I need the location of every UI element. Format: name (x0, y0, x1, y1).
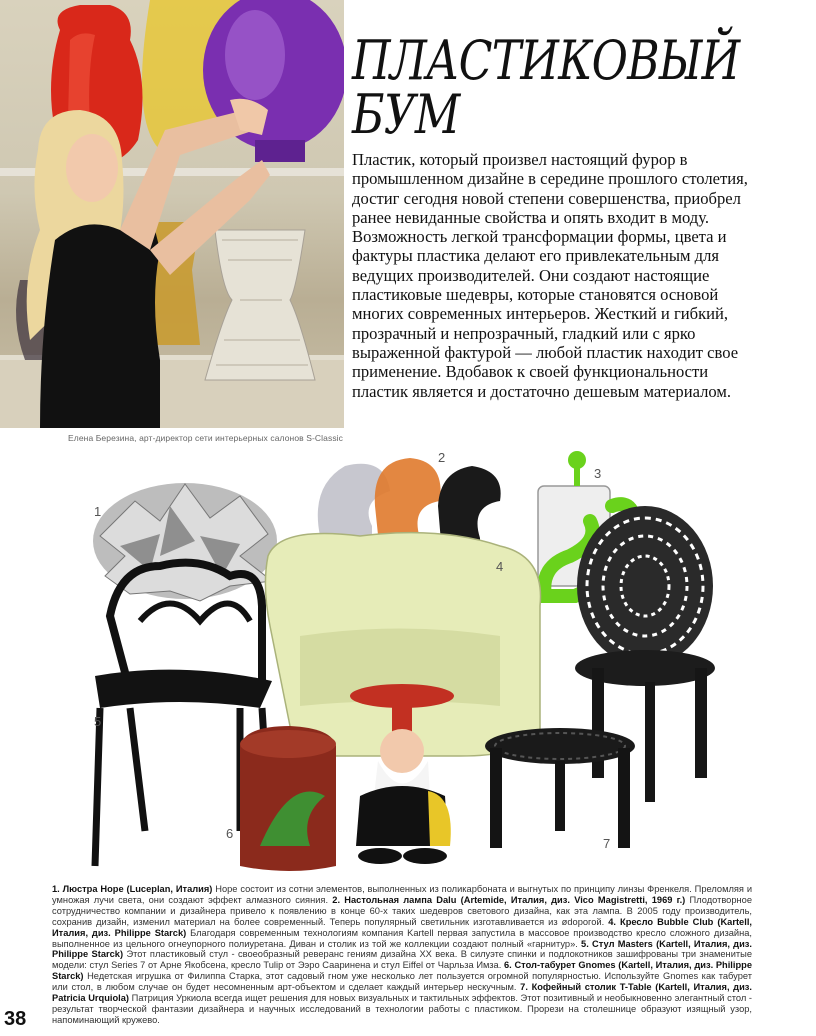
article-headline (352, 29, 740, 146)
description-title-2: 2. Настольная лампа Dalu (Artemide, Италия, диз. Vico Magistretti, 1969 г.) (332, 894, 686, 905)
item-number-1: 1 (94, 504, 102, 519)
description-text-2: Плодотворное сотрудничество компании и дизайнера привело к появлению в конце 60-х таких шедевров светового дизайна, как эта лампа. В 2005 году производитель, сохранив дизайн, изменил материал на более современный. Теперь популярный светильник изготавливается из ødopогой. (52, 894, 752, 927)
description-text-1: Hope состоит из сотни элементов, выполненных из поликарбоната и выгнутых по принципу линзы Френкеля. Преломляя и умножая лучи света, они создают эффект алмазного сияния. (52, 884, 753, 905)
item-number-7: 7 (603, 836, 611, 851)
item-number-5: 5 (94, 714, 102, 729)
description-title-7: 7. Кофейный столик T-Table (Kartell, Италия, диз. Patricia Urquiola) (52, 982, 752, 1004)
description-text-6: Недетская игрушка от Филиппа Старка, этот садовый гном уже несколько лет пользуется огромной популярностью. Используйте Gnomes как табурет или стол, в любом случае он будет несомненным арт-объектом и сделает каждый интерьер нескучным. (52, 971, 752, 993)
description-text-7: Патриция Уркиола всегда ищет решения для новых визуальных и тактильных эффектов. Этот позитивный и необыкновенно элегантный стол - результат творческой фантазии дизайнера и научных исследований в технологии работы с пластиком. Прорези на столешнице образуют изящный узор, напоминающий кружево. (52, 993, 752, 1025)
item-number-4: 4 (496, 559, 504, 574)
hero-photo-illustration (0, 0, 344, 428)
photo-caption: Елена Березина, арт-директор сети интерьерных салонов S-Classic (68, 433, 344, 443)
article-intro: Пластик, который произвел настоящий фурор в промышленном дизайне в середине прошлого столетия, достиг сегодня новой степени совершенства, приобрел ранее невиданные свойства и опять входит в моду. Возможность легкой трансформации формы, цвета и фактуры пластика делают его привлекательным для ведущих производителей. Они создают настоящие пластиковые шедевры, которые становятся основой многих современных интерьеров. Жесткий и гибкий, прозрачный и непрозрачный, гладкий или с ярко выраженной фактурой — любой пластик находит свое применение. Вдобавок к своей функциональности пластик является и достаточно дешевым материалом. (352, 150, 748, 401)
description-title-5: 5. Стул Masters (Kartell, Италия, диз. Philippe Starck) (52, 938, 752, 960)
description-text-4: Благодаря современным технологиям компания Kartell первая запустила в массовое производство кресло сложного дизайна, выполненное из цельного огнеупорного полиуретана. Диван и столик из той же коллекции создают полный «гарнитур». (52, 927, 752, 949)
item-number-2: 2 (438, 450, 446, 465)
description-title-6: 6. Стол-табурет Gnomes (Kartell, Италия, диз. Philippe Starck) (52, 960, 752, 982)
page-number: 38 (4, 1008, 27, 1030)
t-table-lace-top-illustration (577, 506, 713, 666)
description-text-5: Этот пластиковый стул - своеобразный реверанс гениям дизайна XX века. В силуэте спинки и подлокотников зашифрованы три знаменитые модели: стул Series 7 от Арне Якобсена, кресло Tulip от Ээро Сааринена и стул Eiffel от Чарльза Имза. (52, 949, 753, 971)
product-descriptions (52, 884, 752, 1026)
hero-photo (0, 0, 344, 428)
headline-line-2: БУМ (352, 83, 460, 146)
t-table-short-illustration (485, 728, 635, 848)
product-collage (0, 446, 816, 882)
description-title-4: 4. Кресло Bubble Club (Kartell, Италия, диз. Philippe Starck) (52, 916, 752, 938)
item-number-6: 6 (226, 826, 234, 841)
description-title-1: 1. Люстра Hope (Luceplan, Италия) (52, 884, 213, 894)
t-table-tall-illustration (575, 650, 715, 802)
stump-stool-illustration (240, 726, 336, 871)
product-collage-illustration (0, 446, 816, 882)
headline-line-1: ПЛАСТИКОВЫЙ (352, 29, 740, 92)
item-number-3: 3 (594, 466, 602, 481)
